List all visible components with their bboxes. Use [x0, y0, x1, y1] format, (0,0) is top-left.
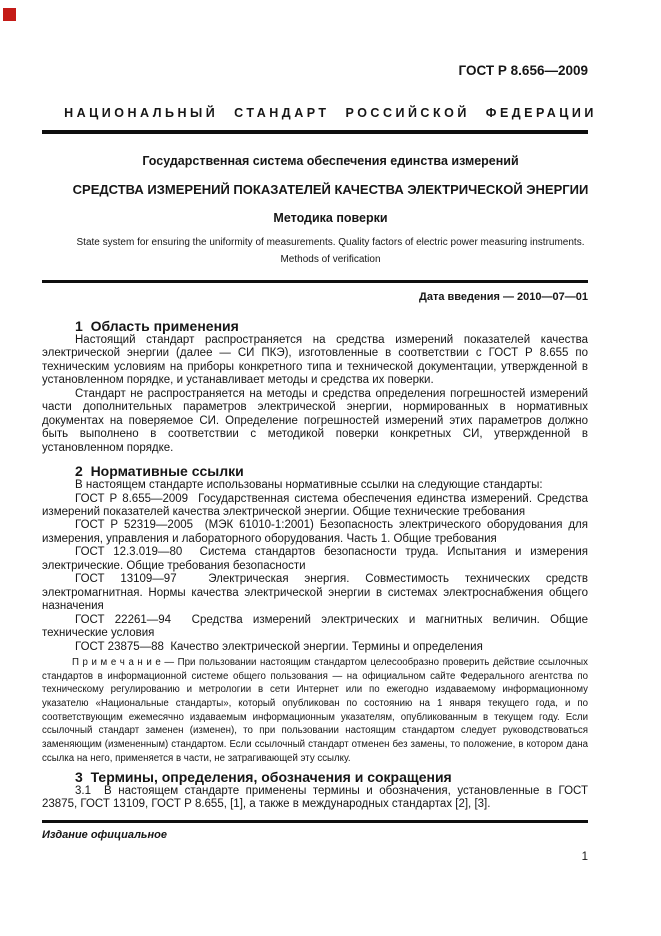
- title-method: Методика поверки: [273, 211, 388, 225]
- section-2-heading: 2 Нормативные ссылки: [75, 463, 244, 480]
- imprint: Издание официальное: [42, 829, 167, 841]
- section-1-paragraph-1: Настоящий стандарт распространяется на средства измерений показателей качества электрической энергии (далее — СИ ПКЭ), изготовленные в соответствии с ГОСТ Р 8.655 по техническим условиям на приборы конкретного типа и технической документации, утвержденной в установленном порядке, и устанавливает методы и средства их поверки.: [42, 334, 588, 387]
- title-english-line2: Methods of verification: [280, 254, 381, 265]
- note-paragraph: П р и м е ч а н и е — При пользовании настоящим стандартом целесообразно проверить действие ссылочных стандартов в информационной системе общего пользования — на официальном сайте Федерального агентства по техническому регулированию и метрологии в сети Интернет или по ежегодно издаваемому информационному указателю «Национальные стандарты», который опубликован по состоянию на 1 января текущего года, и по соответствующим ежемесячно издаваемым информационным указателям, опубликованным в текущем году. Если ссылочный стандарт заменен (изменен), то при пользовании настоящим стандартом следует руководствоваться заменяющим (измененным) стандартом. Если ссылочный стандарт отменен без замены, то положение, в котором дана ссылка на него, применяется в части, не затрагивающей эту ссылку.: [42, 656, 588, 764]
- corner-marker: [3, 8, 16, 21]
- document-body: [42, 314, 588, 812]
- reference-item: ГОСТ Р 8.655—2009 Государственная система обеспечения единства измерений. Средства измерений показателей качества электрической энергии. Общие технические требования: [42, 492, 588, 518]
- title-main: СРЕДСТВА ИЗМЕРЕНИЙ ПОКАЗАТЕЛЕЙ КАЧЕСТВА ЭЛЕКТРИЧЕСКОЙ ЭНЕРГИИ: [72, 182, 589, 197]
- section-1-paragraph-2: Стандарт не распространяется на методы и средства определения погрешностей измерений части дополнительных параметров электрической энергии, нормированных в нормативных документах на поверяемое СИ. Определение погрешностей измерений этих параметров должно быть выполнено в соответствии с методикой поверки конкретных СИ, утвержденной в установленном порядке.: [42, 387, 588, 454]
- title-divider: [42, 280, 588, 283]
- footer-divider: [42, 820, 588, 823]
- reference-item: ГОСТ Р 52319—2005 (МЭК 61010-1:2001) Безопасность электрического оборудования для измерения, управления и лабораторного оборудования. Часть 1. Общие требования: [42, 519, 588, 545]
- standard-banner: НАЦИОНАЛЬНЫЙ СТАНДАРТ РОССИЙСКОЙ ФЕДЕРАЦИИ: [64, 106, 597, 120]
- reference-item: ГОСТ 23875—88 Качество электрической энергии. Термины и определения: [75, 640, 483, 653]
- section-2-intro: В настоящем стандарте использованы нормативные ссылки на следующие стандарты:: [75, 479, 543, 492]
- section-1-heading: 1 Область применения: [75, 318, 239, 334]
- title-english-line1: State system for ensuring the uniformity of measurements. Quality factors of electric power measuring instruments.: [76, 237, 585, 248]
- section-3-heading: 3 Термины, определения, обозначения и сокращения: [75, 768, 452, 785]
- page-number: 1: [581, 851, 588, 863]
- effective-date: Дата введения — 2010—07—01: [419, 291, 588, 303]
- header-divider: [42, 130, 588, 134]
- doc-code: ГОСТ Р 8.656—2009: [458, 63, 588, 78]
- title-system: Государственная система обеспечения единства измерений: [142, 154, 519, 168]
- reference-item: ГОСТ 12.3.019—80 Система стандартов безопасности труда. Испытания и измерения электрические. Общие требования безопасности: [42, 546, 588, 572]
- section-3-paragraph-1: 3.1 В настоящем стандарте применены термины и обозначения, установленные в ГОСТ 23875, ГОСТ 13109, ГОСТ Р 8.655, [1], а также в международных стандартах [2], [3].: [42, 784, 588, 811]
- reference-item: ГОСТ 22261—94 Средства измерений электрических и магнитных величин. Общие технические условия: [42, 613, 588, 640]
- reference-item: ГОСТ 13109—97 Электрическая энергия. Совместимость технических средств электромагнитная. Нормы качества электрической энергии в системах электроснабжения общего назначения: [42, 573, 588, 613]
